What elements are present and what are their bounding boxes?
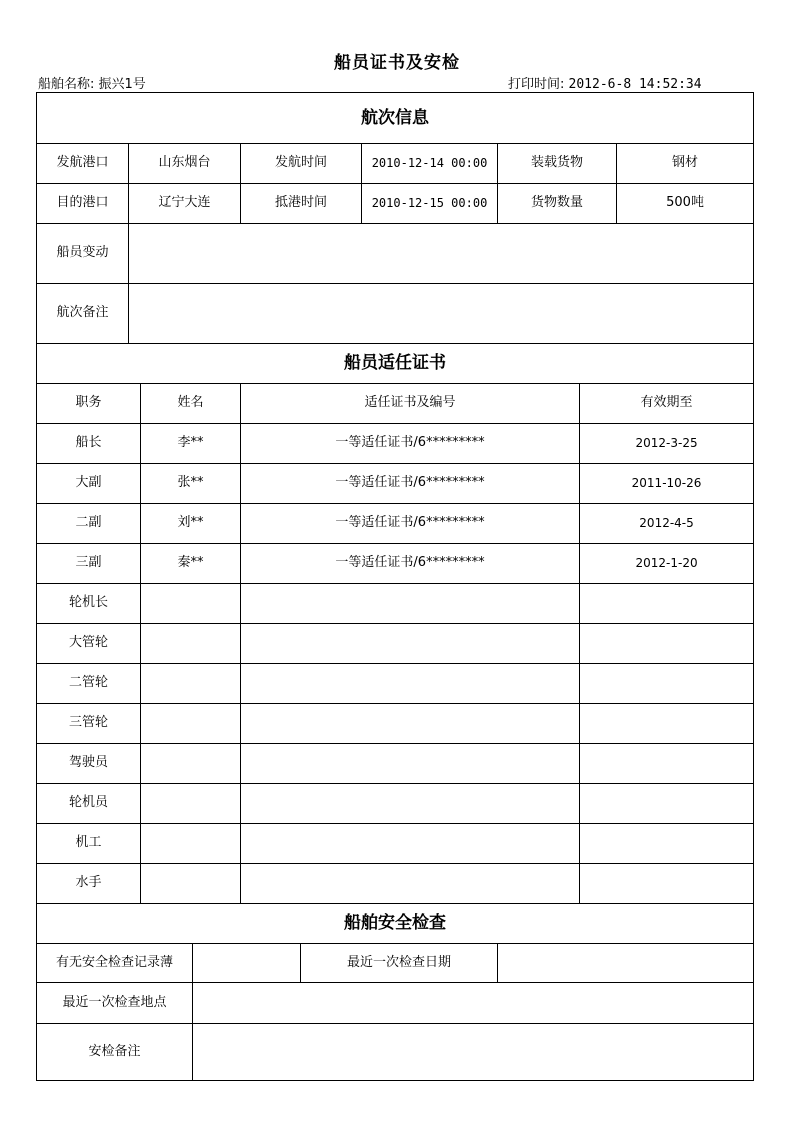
column-header-expiry: 有效期至 [580,384,754,424]
certificate-row [37,464,754,504]
crew-role: 机工 [37,824,141,864]
ship-name-line [38,73,146,92]
crew-name: 李** [141,424,241,464]
certificate-number: 一等适任证书/6********* [241,424,580,464]
certificate-expiry [580,584,754,624]
certificate-expiry [580,624,754,664]
cargo-value: 钢材 [617,144,754,184]
crew-role: 轮机员 [37,784,141,824]
crew-name: 张** [141,464,241,504]
safety-record-label: 有无安全检查记录薄 [37,944,193,983]
certificate-row [37,624,754,664]
certificate-row [37,664,754,704]
last-inspection-date-value [498,944,754,983]
destination-port-label: 目的港口 [37,184,129,224]
crew-change-label: 船员变动 [37,224,129,284]
certificate-expiry [580,784,754,824]
departure-time-label: 发航时间 [241,144,362,184]
column-header-certificate: 适任证书及编号 [241,384,580,424]
certificate-expiry: 2012-3-25 [580,424,754,464]
crew-name [141,824,241,864]
crew-role: 二管轮 [37,664,141,704]
departure-port-label: 发航港口 [37,144,129,184]
column-header-name: 姓名 [141,384,241,424]
certificate-section [37,344,754,424]
crew-role: 驾驶员 [37,744,141,784]
crew-name [141,584,241,624]
crew-role: 三管轮 [37,704,141,744]
crew-name [141,744,241,784]
safety-record-value [193,944,301,983]
last-inspection-place-value [193,983,754,1024]
certificate-row [37,704,754,744]
arrival-time-value: 2010-12-15 00:00 [362,184,498,224]
safety-notes-value [193,1024,754,1081]
crew-name [141,664,241,704]
certificate-header-row [37,384,754,424]
cargo-label: 装载货物 [498,144,617,184]
ship-name-value: 振兴1号 [98,77,146,92]
crew-role: 水手 [37,864,141,904]
safety-heading: 船舶安全检查 [37,904,754,944]
certificate-number [241,824,580,864]
certificate-number [241,864,580,904]
column-header-role: 职务 [37,384,141,424]
last-inspection-date-label: 最近一次检查日期 [301,944,498,983]
certificate-row [37,744,754,784]
certificate-row [37,584,754,624]
print-time-value: 2012-6-8 14:52:34 [568,77,702,92]
certificate-number [241,624,580,664]
destination-port-value: 辽宁大连 [129,184,241,224]
certificate-row [37,504,754,544]
crew-role: 大副 [37,464,141,504]
arrival-time-label: 抵港时间 [241,184,362,224]
certificate-number [241,584,580,624]
departure-port-value: 山东烟台 [129,144,241,184]
certificate-expiry [580,664,754,704]
crew-name [141,704,241,744]
page-title: 船员证书及安检 [334,53,460,73]
certificate-expiry [580,744,754,784]
cargo-quantity-value: 500吨 [617,184,754,224]
certificate-number [241,704,580,744]
certificate-expiry [580,704,754,744]
voyage-heading: 航次信息 [37,93,754,144]
certificate-expiry: 2011-10-26 [580,464,754,504]
safety-section [37,904,754,1081]
certificate-expiry [580,864,754,904]
certificate-row [37,544,754,584]
crew-name: 刘** [141,504,241,544]
certificate-row [37,824,754,864]
voyage-notes-value [129,284,754,344]
crew-name [141,784,241,824]
certificate-row [37,784,754,824]
certificate-number [241,784,580,824]
certificate-row [37,864,754,904]
crew-certificate-form [36,92,754,1081]
crew-role: 三副 [37,544,141,584]
crew-change-value [129,224,754,284]
voyage-section [37,93,754,344]
safety-notes-label: 安检备注 [37,1024,193,1081]
crew-name [141,624,241,664]
print-time-label: 打印时间: [508,77,565,92]
certificate-number: 一等适任证书/6********* [241,544,580,584]
print-time-line [508,73,702,92]
certificate-number: 一等适任证书/6********* [241,504,580,544]
cargo-quantity-label: 货物数量 [498,184,617,224]
ship-name-label: 船舶名称: [38,77,95,92]
certificate-expiry: 2012-4-5 [580,504,754,544]
certificate-row [37,424,754,464]
last-inspection-place-label: 最近一次检查地点 [37,983,193,1024]
certificate-expiry: 2012-1-20 [580,544,754,584]
crew-role: 船长 [37,424,141,464]
certificate-number [241,664,580,704]
crew-name: 秦** [141,544,241,584]
certificate-rows [37,424,754,904]
certificate-number [241,744,580,784]
departure-time-value: 2010-12-14 00:00 [362,144,498,184]
crew-name [141,864,241,904]
crew-role: 轮机长 [37,584,141,624]
certificate-expiry [580,824,754,864]
certificate-number: 一等适任证书/6********* [241,464,580,504]
crew-role: 二副 [37,504,141,544]
crew-role: 大管轮 [37,624,141,664]
voyage-notes-label: 航次备注 [37,284,129,344]
certificate-heading: 船员适任证书 [37,344,754,384]
